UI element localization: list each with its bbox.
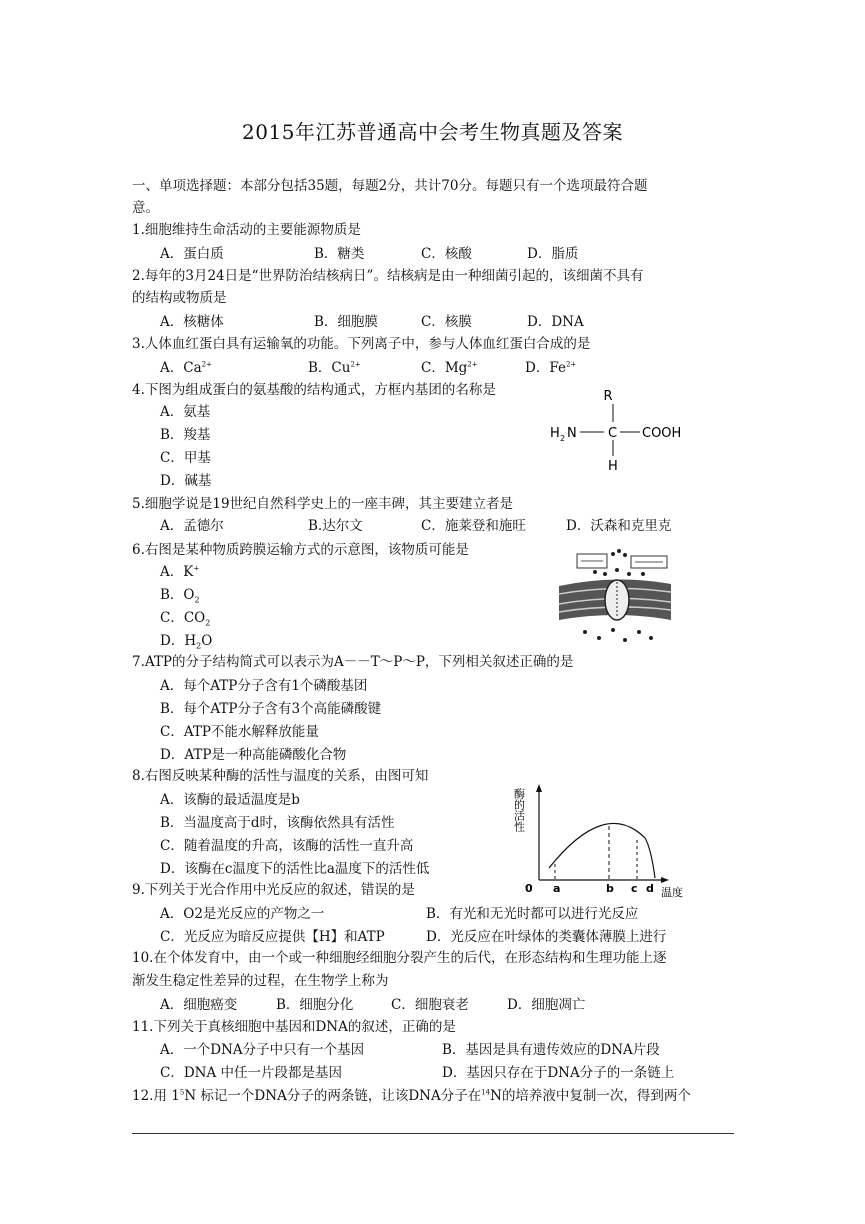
q7-option-d: D．ATP是一种高能磷酸化合物 [160, 747, 347, 763]
q10-option-b: B．细胞分化 [276, 997, 354, 1013]
footer-divider [132, 1133, 734, 1134]
q3-option-a: A．$Ca^{2+}$ [160, 360, 212, 376]
q8-option-a: A．该酶的最适温度是b [160, 792, 300, 808]
q11-option-a: A．一个DNA分子中只有一个基因 [160, 1042, 365, 1058]
r-group-label: R [603, 389, 613, 404]
q3-option-c: C．$Mg^{2+}$ [421, 360, 478, 376]
q1-stem: 1.细胞维持生命活动的主要能源物质是 [132, 222, 361, 238]
amino-h-subscript: 2 [560, 434, 566, 443]
q3-option-b: B．$Cu^{2+}$ [308, 360, 361, 376]
q4-option-b: B．羧基 [160, 427, 211, 443]
tick-b: b [606, 882, 614, 895]
q7-option-c: C．ATP不能水解释放能量 [160, 724, 319, 740]
amino-acid-structure-figure [540, 384, 710, 476]
q2-option-d: D．DNA [527, 314, 584, 330]
q7-stem: 7.ATP的分子结构简式可以表示为A－－T～P～P，下列相关叙述正确的是 [132, 654, 574, 670]
q9-option-b: B．有光和无光时都可以进行光反应 [426, 906, 639, 922]
y-axis-label: 酶的活性 [512, 788, 526, 832]
tick-a: a [553, 882, 561, 895]
activity-curve [549, 823, 655, 878]
q8-stem: 8.右图反映某种酶的活性与温度的关系，由图可知 [132, 768, 429, 784]
q2-stem: 2.每年的3月24日是“世界防治结核病日”。结核病是由一种细菌引起的，该细菌不具有 [132, 268, 644, 284]
alpha-carbon-label: C [608, 426, 618, 441]
q3-stem: 3.人体血红蛋白具有运输氧的功能。下列离子中，参与人体血红蛋白合成的是 [132, 336, 591, 352]
q4-stem: 4.下图为组成蛋白的氨基酸的结构通式，方框内基团的名称是 [132, 382, 496, 398]
q10-option-d: D．细胞凋亡 [507, 997, 586, 1013]
q2-stem-cont: 的结构或物质是 [132, 290, 227, 306]
q5-option-c: C．施莱登和施旺 [421, 518, 526, 534]
hydrogen-label: H [608, 459, 618, 474]
q5-stem: 5.细胞学说是19世纪自然科学史上的一座丰碑，其主要建立者是 [132, 496, 514, 512]
section-heading: 一、单项选择题：本部分包括35题，每题2分，共计70分。每题只有一个选项最符合题 [132, 178, 648, 194]
q1-option-a: A．蛋白质 [160, 246, 224, 262]
q6-option-d: D．$H_2O$ [160, 633, 213, 651]
q1-option-b: B．糖类 [314, 246, 365, 262]
q8-option-d: D．该酶在c温度下的活性比a温度下的活性低 [160, 861, 430, 877]
amino-n-label: N [567, 426, 577, 441]
tick-c: c [631, 882, 638, 895]
q4-option-d: D．碱基 [160, 473, 212, 489]
membrane-transport-figure [555, 548, 675, 648]
q11-option-c: C．DNA 中任一片段都是基因 [160, 1065, 343, 1081]
q9-option-c: C．光反应为暗反应提供【H】和ATP [160, 929, 385, 945]
q5-option-d: D．沃森和克里克 [566, 518, 672, 534]
page-title: 2015年江苏普通高中会考生物真题及答案 [242, 120, 623, 144]
q9-stem: 9.下列关于光合作用中光反应的叙述，错误的是 [132, 882, 415, 898]
q6-option-c: C．$CO_2$ [160, 610, 211, 628]
section-heading-cont: 意。 [132, 200, 159, 216]
carboxyl-label: COOH [642, 426, 682, 441]
enzyme-temperature-chart [505, 778, 695, 902]
q6-option-a: A．K+ [160, 564, 200, 580]
q9-option-a: A．O2是光反应的产物之一 [160, 906, 325, 922]
q5-option-a: A．孟德尔 [160, 518, 224, 534]
q11-stem: 11.下列关于真核细胞中基因和DNA的叙述，正确的是 [132, 1019, 456, 1035]
origin-label: 0 [525, 882, 533, 895]
q6-option-b: B．$O_2$ [160, 587, 200, 605]
q11-option-b: B．基因是具有遗传效应的DNA片段 [442, 1042, 660, 1058]
q1-option-d: D．脂质 [527, 246, 579, 262]
q2-option-c: C．核膜 [421, 314, 472, 330]
q10-stem-cont: 渐发生稳定性差异的过程，在生物学上称为 [132, 973, 389, 989]
q10-option-a: A．细胞癌变 [160, 997, 238, 1013]
q2-option-b: B．细胞膜 [314, 314, 378, 330]
q3-option-d: D．$Fe^{2+}$ [525, 360, 577, 376]
q8-option-b: B．当温度高于d时，该酶依然具有活性 [160, 815, 395, 831]
q7-option-b: B．每个ATP分子含有3个高能磷酸键 [160, 701, 382, 717]
q7-option-a: A．每个ATP分子含有1个磷酸基团 [160, 678, 368, 694]
q4-option-c: C．甲基 [160, 450, 211, 466]
q1-option-c: C．核酸 [421, 246, 472, 262]
q11-option-d: D．基因只存在于DNA分子的一条链上 [442, 1065, 675, 1081]
tick-d: d [646, 882, 654, 895]
x-axis-label: 温度 [661, 886, 683, 899]
q10-option-c: C．细胞衰老 [391, 997, 469, 1013]
q8-option-c: C．随着温度的升高，该酶的活性一直升高 [160, 838, 414, 854]
q12-stem: 12.用 $1^5N$ 标记一个DNA分子的两条链，让该DNA分子在$^{14}$N的培养液中复制一次，得到两个 [132, 1088, 691, 1104]
q5-option-b: B.达尔文 [308, 518, 363, 534]
q2-option-a: A．核糖体 [160, 314, 224, 330]
amino-h-label: H [550, 426, 560, 441]
q6-stem: 6.右图是某种物质跨膜运输方式的示意图，该物质可能是 [132, 542, 469, 558]
q10-stem: 10.在个体发育中，由一个或一种细胞经细胞分裂产生的后代，在形态结构和生理功能上逐 [132, 950, 667, 966]
q9-option-d: D．光反应在叶绿体的类囊体薄膜上进行 [426, 929, 667, 945]
q4-option-a: A．氨基 [160, 404, 211, 420]
